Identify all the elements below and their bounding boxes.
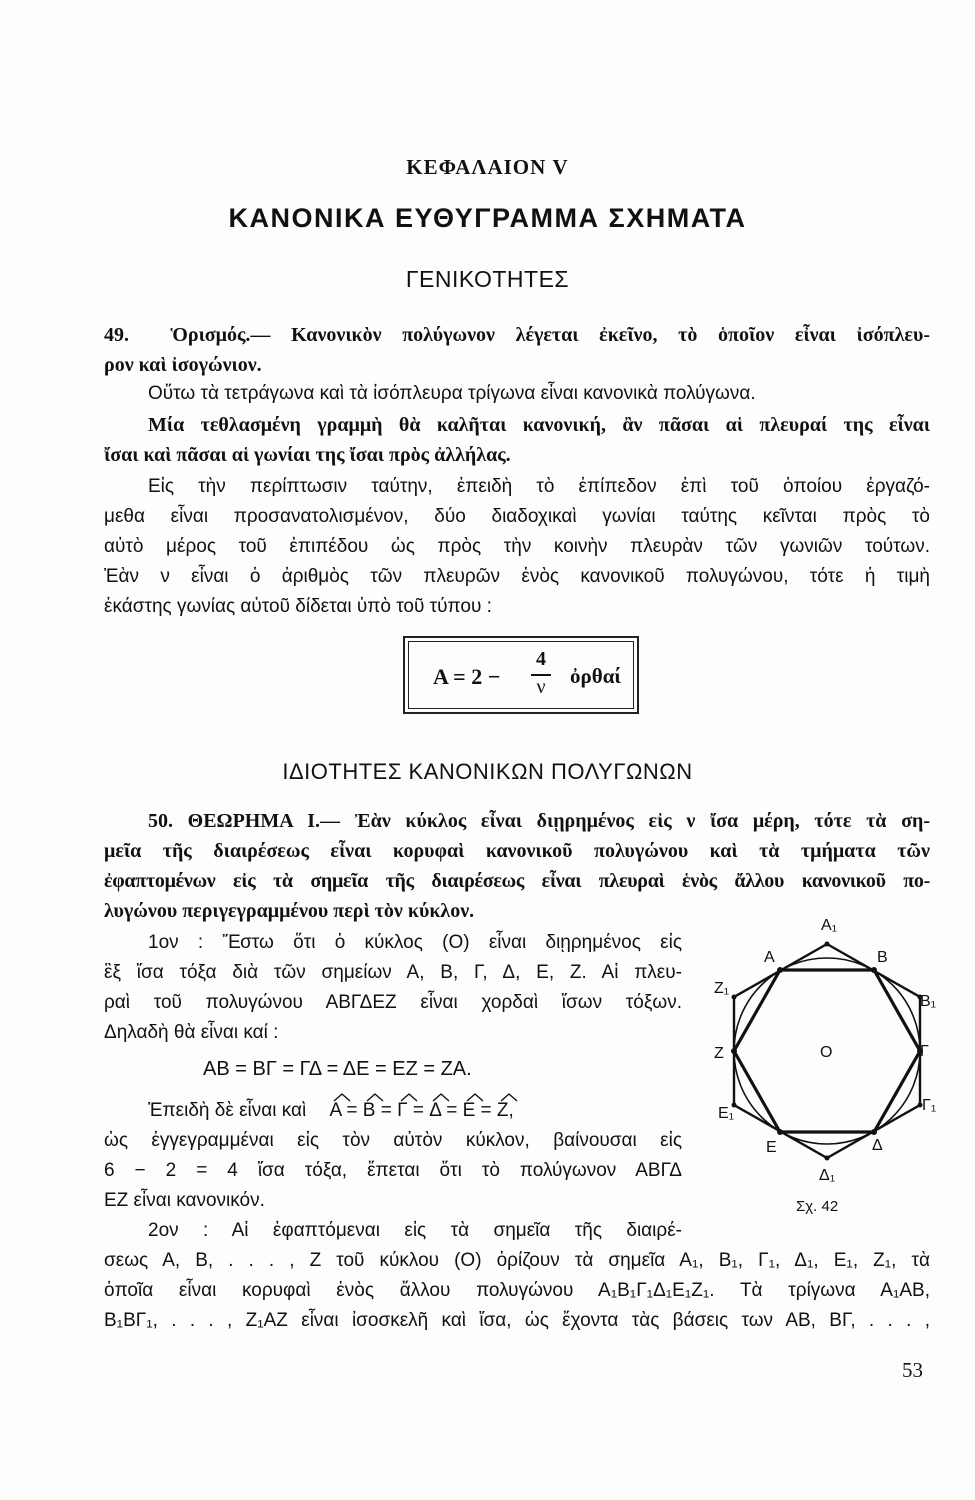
arc-hat-icon (431, 1092, 451, 1102)
arc-letter-b: Β (362, 1100, 376, 1121)
arc-letter-z: Ζ (496, 1100, 509, 1121)
equals-sign: = (446, 1100, 463, 1121)
equals-sign: = (480, 1100, 497, 1121)
paragraph-squares: Οὕτω τὰ τετράγωνα καὶ τὰ ἰσόπλευρα τρίγωνα εἶναι κανονικὰ πολύγωνα. (148, 383, 756, 404)
equals-sign: = (412, 1100, 430, 1121)
part1-line-5 (148, 1096, 682, 1126)
paragraph-orientation-1: Εἰς τὴν περίπτωσιν ταύτην, ἐπειδὴ τὸ ἐπίπεδον ἐπὶ τοῦ ὁποίου ἐργαζό- (148, 476, 930, 497)
part1-line-5-start: Ἐπειδὴ δὲ εἶναι καὶ (148, 1100, 307, 1121)
arc-equalities (330, 1096, 514, 1126)
chapter-heading: ΚΕΦΑΛΑΙΟΝ V (406, 155, 569, 179)
section-heading-general: ΓΕΝΙΚΟΤΗΤΕΣ (405, 266, 570, 292)
figure-hexagon-diagram (700, 900, 945, 1220)
paragraph-orientation-4: Ἐὰν ν εἶναι ὁ ἀριθμὸς τῶν πλευρῶν ἑνὸς κανονικοῦ πολυγώνου, τότε ἡ τιμὴ (104, 566, 930, 587)
arc-angle-b (363, 1100, 381, 1121)
part2-line-4: Β₁ΒΓ₁, . . . , Ζ₁ΑΖ εἶναι ἰσοσκελῆ καὶ ἴσα, ὡς ἔχοντα τὰς βάσεις των ΑΒ, ΒΓ, . . . , (104, 1310, 930, 1331)
theorem-line-1 (148, 806, 930, 836)
chapter-title: ΚΑΝΟΝΙΚΑ ΕΥΘΥΓΡΑΜΜΑ ΣΧΗΜΑΤΑ (228, 203, 747, 233)
arc-angle-z: Ζ, (497, 1100, 514, 1121)
label-b1: Β₁ (920, 993, 937, 1010)
formula-unit: ὀρθαί (570, 664, 621, 688)
paragraph-orientation-5: ἑκάστης γωνίας αὐτοῦ δίδεται ὑπὸ τοῦ τύπου : (104, 596, 492, 617)
arc-letter-d: Δ (429, 1100, 441, 1121)
label-d1: Δ₁ (819, 1167, 836, 1184)
label-z1: Ζ₁ (714, 980, 730, 997)
part1-equation: ΑΒ = ΒΓ = ΓΔ = ΔΕ = ΕΖ = ΖΑ. (203, 1058, 472, 1080)
figure-caption: Σχ. 42 (796, 1198, 839, 1215)
label-g: Γ (920, 1043, 929, 1060)
theorem-number: 50. (148, 810, 173, 832)
label-e1: Ε₁ (718, 1105, 735, 1122)
page-number: 53 (902, 1358, 923, 1382)
part1-line-3: ραὶ τοῦ πολυγώνου ΑΒΓΔΕΖ εἶναι χορδαὶ ἴσων τόξων. (104, 992, 682, 1013)
definition-line-1 (104, 320, 930, 350)
formula-box (403, 636, 639, 714)
arc-letter-e: Ε (462, 1100, 476, 1121)
label-d: Δ (872, 1137, 883, 1154)
definition-line-2: ρον καὶ ἰσογώνιον. (104, 354, 262, 376)
section-heading-properties: ΙΔΙΟΤΗΤΕΣ ΚΑΝΟΝΙΚΩΝ ΠΟΛΥΓΩΝΩΝ (282, 759, 693, 784)
arc-hat-icon (332, 1092, 352, 1102)
arc-angle-g (397, 1100, 413, 1121)
theorem-line-2: μεῖα τῆς διαιρέσεως εἶναι κορυφαὶ κανονικοῦ πολυγώνου καὶ τὰ τμήματα τῶν (104, 840, 930, 862)
theorem-text: ΘΕΩΡΗΜΑ Ι.— Ἐὰν κύκλος εἶναι διῃρημένος εἰς ν ἴσα μέρη, τότε τὰ ση- (187, 810, 930, 832)
paragraph-polyline-2: ἴσαι καὶ πᾶσαι αἱ γωνίαι της ἴσαι πρὸς ἀλλήλας. (104, 444, 511, 466)
formula-numerator: 4 (536, 648, 546, 670)
formula-lhs: Α = 2 − (433, 664, 501, 689)
part1-line-8: ΕΖ εἶναι κανονικόν. (104, 1190, 265, 1211)
part2-line-1: 2ον : Αἱ ἐφαπτόμεναι εἰς τὰ σημεῖα τῆς διαιρέ- (148, 1220, 682, 1241)
arc-angle-a (330, 1100, 347, 1121)
arc-angle-e (463, 1100, 481, 1121)
arc-hat-icon (465, 1092, 485, 1102)
definition-text: Ὁρισμός.— Κανονικὸν πολύγωνον λέγεται ἐκεῖνο, τὸ ὁποῖον εἶναι ἰσόπλευ- (170, 324, 931, 346)
theorem-line-4: λυγώνου περιγεγραμμένου περὶ τὸν κύκλον. (104, 900, 475, 922)
part1-line-7: 6 − 2 = 4 ἴσα τόξα, ἔπεται ὅτι τὸ πολύγωνον ΑΒΓΔ (104, 1160, 682, 1181)
label-e: Ε (766, 1139, 777, 1156)
part1-line-4: Δηλαδὴ θὰ εἶναι καί : (104, 1022, 279, 1043)
part1-line-1: 1ον : Ἔστω ὅτι ὁ κύκλος (Ο) εἶναι διῃρημένος εἰς (148, 932, 682, 953)
equals-sign: = (346, 1100, 363, 1121)
part2-line-2: σεως Α, Β, . . . , Ζ τοῦ κύκλου (Ο) ὁρίζουν τὰ σημεῖα Α₁, Β₁, Γ₁, Δ₁, Ε₁, Ζ₁, τὰ (104, 1250, 930, 1271)
theorem-line-3: ἐφαπτομένων εἰς τὰ σημεῖα τῆς διαιρέσεως εἶναι πλευραὶ ἑνὸς ἄλλου κανονικοῦ πο- (104, 870, 930, 892)
label-a: Α (764, 949, 775, 966)
label-o: O (820, 1044, 833, 1061)
arc-letter-g: Γ (397, 1100, 408, 1121)
label-a1: Α₁ (821, 917, 838, 934)
paragraph-polyline-1: Μία τεθλασμένη γραμμὴ θὰ καλῆται κανονική, ἂν πᾶσαι αἱ πλευραί της εἶναι (148, 414, 930, 436)
equals-sign: = (380, 1100, 398, 1121)
arc-angle-d (429, 1100, 446, 1121)
part1-line-6: ὡς ἐγγεγραμμέναι εἰς τὸν αὐτὸν κύκλον, βαίνουσαι εἰς (104, 1130, 682, 1151)
label-z: Ζ (714, 1045, 724, 1062)
arc-hat-icon (499, 1092, 519, 1102)
part1-line-2: ἓξ ἴσα τόξα διὰ τῶν σημείων Α, Β, Γ, Δ, Ε, Ζ. Αἱ πλευ- (104, 962, 682, 983)
arc-hat-icon (365, 1092, 385, 1102)
arc-hat-icon (399, 1092, 419, 1102)
paragraph-orientation-3: αὐτὸ μέρος τοῦ ἐπιπέδου ὡς πρὸς τὴν κοινὴν πλευρὰν τῶν γωνιῶν τούτων. (104, 536, 930, 557)
formula-denominator: ν (536, 676, 546, 698)
label-b: Β (877, 949, 888, 966)
definition-number: 49. (104, 324, 129, 346)
paragraph-orientation-2: μεθα εἶναι προσανατολισμένον, δύο διαδοχικαὶ γωνίαι ταύτης κεῖνται πρὸς τὸ (104, 506, 930, 527)
part2-line-3: ὁποῖα εἶναι κορυφαὶ ἑνὸς ἄλλου πολυγώνου Α₁Β₁Γ₁Δ₁Ε₁Ζ₁. Τὰ τρίγωνα Α₁ΑΒ, (104, 1280, 930, 1301)
arc-letter-a: Α (329, 1100, 342, 1121)
label-g1: Γ₁ (922, 1097, 937, 1114)
